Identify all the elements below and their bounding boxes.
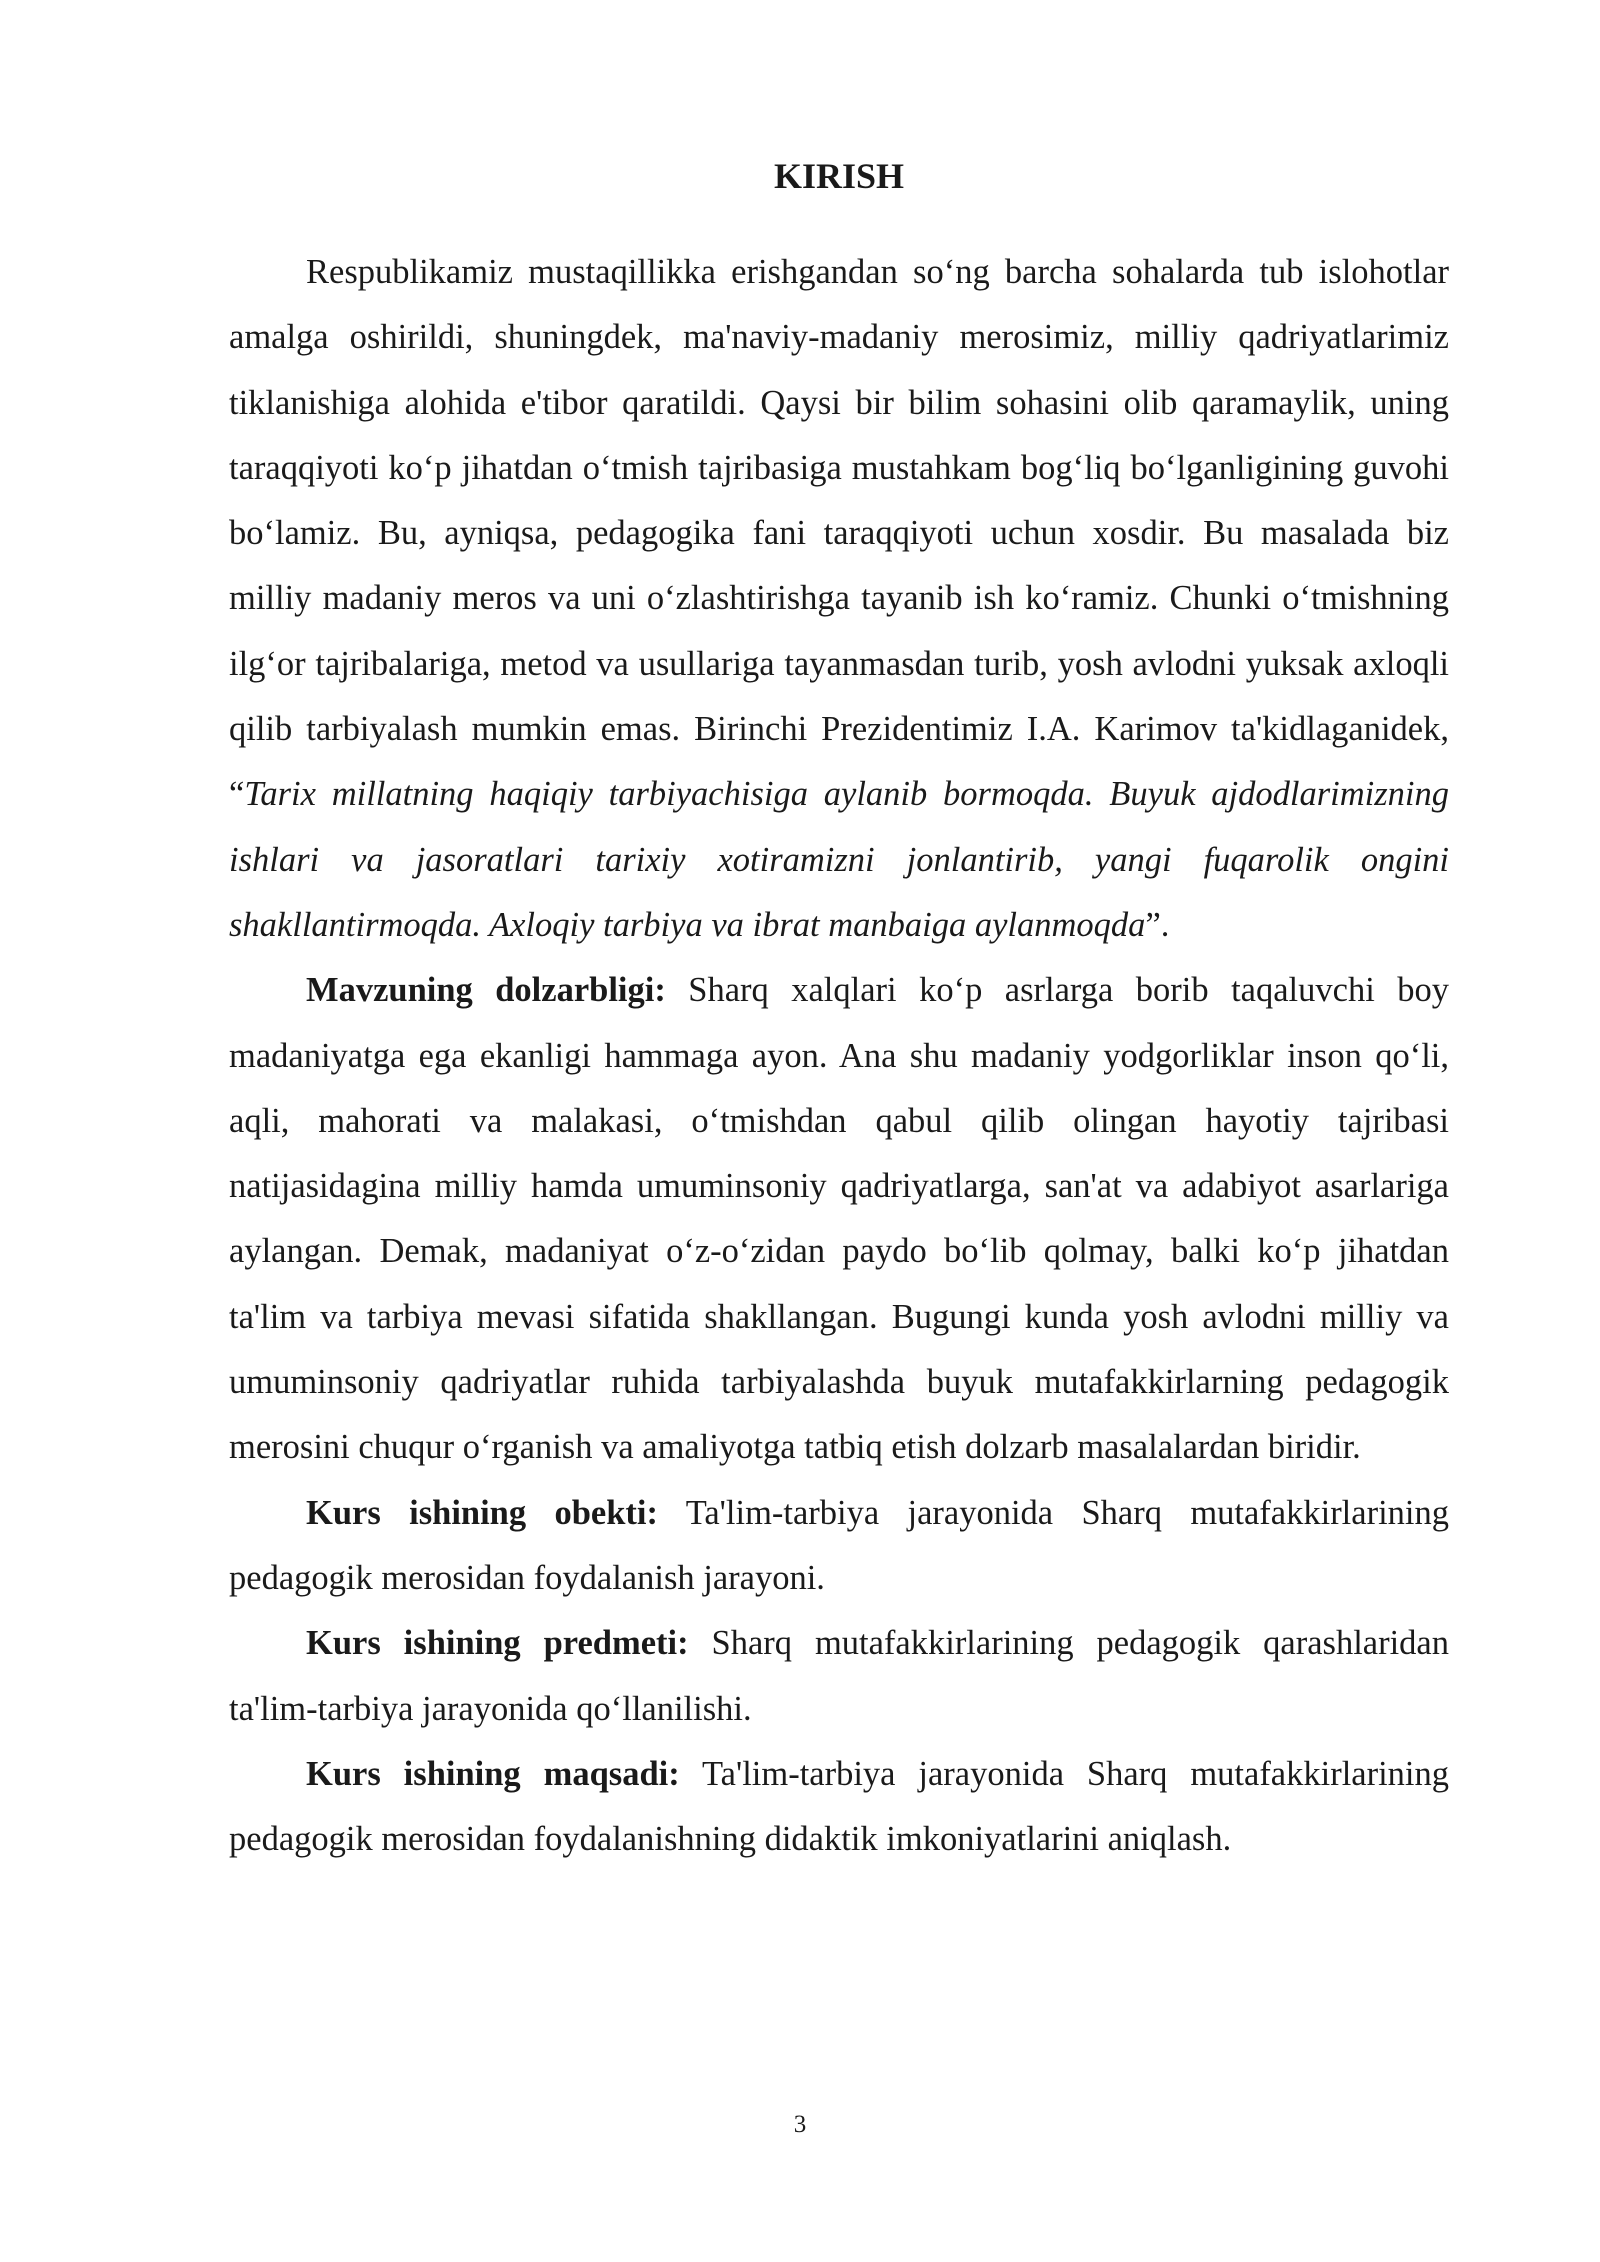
intro-text: Respublikamiz mustaqillikka erishgandan so‘ng barcha sohalarda tub islohotlar amalga oshirildi, shuningdek, ma'naviy-madaniy merosimiz, milliy qadriyatlarimiz tiklanishiga alohida e'tibor qaratildi. Qaysi bir bilim sohasini olib qaramaylik, uning taraqqiyoti ko‘p jihatdan o‘tmish tajribasiga mustahkam bog‘liq bo‘lganligining guvohi bo‘lamiz. Bu, ayniqsa, pedagogika fani taraqqiyoti uchun xosdir. Bu masalada biz milliy madaniy meros va uni o‘zlashtirishga tayanib ish ko‘ramiz. Chunki o‘tmishning ilg‘or tajribalariga, metod va usullariga tayanmasdan turib, yosh avlodni yuksak axloqli qilib tarbiyalash mumkin emas. Birinchi Prezidentimiz I.A. Karimov ta'kidlaganidek, — [229, 253, 1449, 749]
relevance-text: Sharq xalqlari ko‘p asrlarga borib taqaluvchi boy madaniyatga ega ekanligi hammaga ayon. Ana shu madaniy yodgorliklar inson qo‘li, aqli, mahorati va malakasi, o‘tmishdan qabul qilib olingan hayotiy tajribasi natijasidagina milliy hamda umuminsoniy qadriyatlarga, san'at va adabiyot asarlariga aylangan. Demak, madaniyat o‘z-o‘zidan paydo bo‘lib qolmay, balki ko‘p jihatdan ta'lim va tarbiya mevasi sifatida shakllangan. Bugungi kunda yosh avlodni milliy va umuminsoniy qadriyatlar ruhida tarbiyalashda buyuk mutafakkirlarning pedagogik merosini chuqur o‘rganish va amaliyotga tatbiq etish dolzarb masalalardan biridir. — [229, 971, 1450, 1467]
quote-open-mark: “ — [229, 775, 245, 814]
president-quote: Tarix millatning haqiqiy tarbiyachisiga aylanib bormoqda. Buyuk ajdodlarimizning ishlari va jasoratlari tarixiy xotiramizni jonlantirib, yangi fuqarolik ongini shakllantirmoqda. Axloqiy tarbiya va ibrat manbaiga aylanmoqda — [229, 775, 1449, 944]
goal-paragraph — [229, 1742, 1449, 1873]
relevance-label: Mavzuning dolzarbligi: — [306, 971, 666, 1010]
object-label: Kurs ishining obekti: — [306, 1493, 658, 1532]
intro-paragraph — [229, 240, 1449, 958]
relevance-paragraph — [229, 958, 1449, 1480]
object-text: Ta'lim-tarbiya jarayonida Sharq mutafakkirlarining pedagogik merosidan foydalanish jarayoni. — [229, 1493, 1449, 1597]
quote-close-mark: ”. — [1145, 905, 1170, 944]
page-title: KIRISH — [773, 156, 905, 196]
goal-text: Ta'lim-tarbiya jarayonida Sharq mutafakkirlarining pedagogik merosidan foydalanishning didaktik imkoniyatlarini aniqlash. — [229, 1754, 1449, 1859]
page-content — [229, 150, 1449, 1872]
object-paragraph — [229, 1481, 1449, 1612]
subject-paragraph — [229, 1611, 1449, 1742]
goal-label: Kurs ishining maqsadi: — [306, 1754, 680, 1793]
subject-text: Sharq mutafakkirlarining pedagogik qarashlaridan ta'lim-tarbiya jarayonida qo‘llanilishi. — [229, 1624, 1449, 1728]
page-number: 3 — [793, 2111, 807, 2138]
subject-label: Kurs ishining predmeti: — [306, 1624, 689, 1663]
